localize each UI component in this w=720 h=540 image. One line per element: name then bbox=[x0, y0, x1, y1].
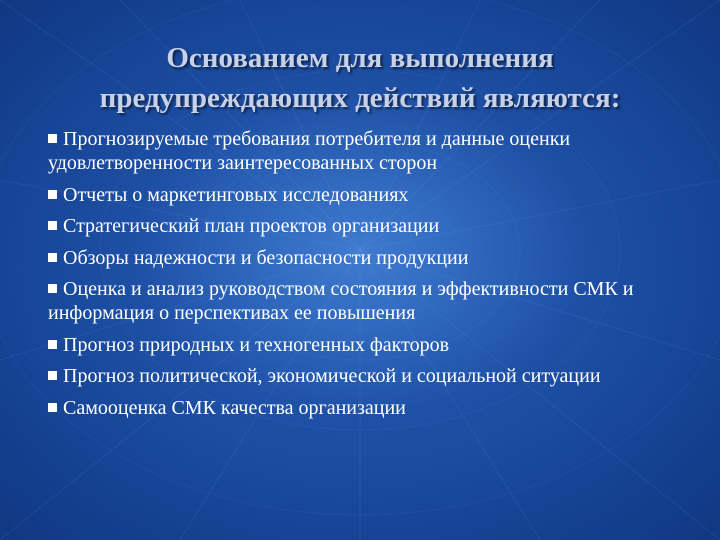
list-item-text: Стратегический план проектов организации bbox=[63, 215, 440, 237]
square-bullet-icon bbox=[48, 284, 57, 293]
list-item bbox=[48, 214, 686, 238]
slide-title-line-2: предупреждающих действий являются: bbox=[99, 82, 621, 114]
slide-title-line-1: Основанием для выполнения bbox=[166, 42, 554, 74]
list-item bbox=[48, 127, 686, 175]
square-bullet-icon bbox=[48, 371, 57, 380]
list-item-text: Обзоры надежности и безопасности продукции bbox=[63, 246, 469, 269]
list-item-text: Отчеты о маркетинговых исследованиях bbox=[63, 183, 409, 206]
square-bullet-icon bbox=[48, 190, 57, 199]
list-item bbox=[48, 183, 686, 207]
list-item-text: Прогноз природных и техногенных факторов bbox=[63, 333, 450, 356]
list-item-text: Самооценка СМК качества организации bbox=[63, 396, 406, 419]
list-item-text: Оценка и анализ руководством состояния и эффективности СМК и информация о перспективах ее повышения bbox=[48, 278, 634, 324]
square-bullet-icon bbox=[48, 403, 57, 412]
slide-title bbox=[40, 38, 680, 118]
list-item bbox=[48, 396, 686, 420]
square-bullet-icon bbox=[48, 134, 57, 143]
list-item-text: Прогноз политической, экономической и социальной ситуации bbox=[63, 365, 601, 387]
list-item bbox=[48, 246, 686, 270]
list-item bbox=[48, 333, 686, 357]
bullet-list bbox=[48, 127, 686, 427]
list-item bbox=[48, 277, 686, 325]
list-item bbox=[48, 364, 686, 388]
square-bullet-icon bbox=[48, 221, 57, 230]
square-bullet-icon bbox=[48, 340, 57, 349]
square-bullet-icon bbox=[48, 253, 57, 262]
list-item-text: Прогнозируемые требования потребителя и данные оценки удовлетворенности заинтересованных сторон bbox=[48, 128, 571, 174]
